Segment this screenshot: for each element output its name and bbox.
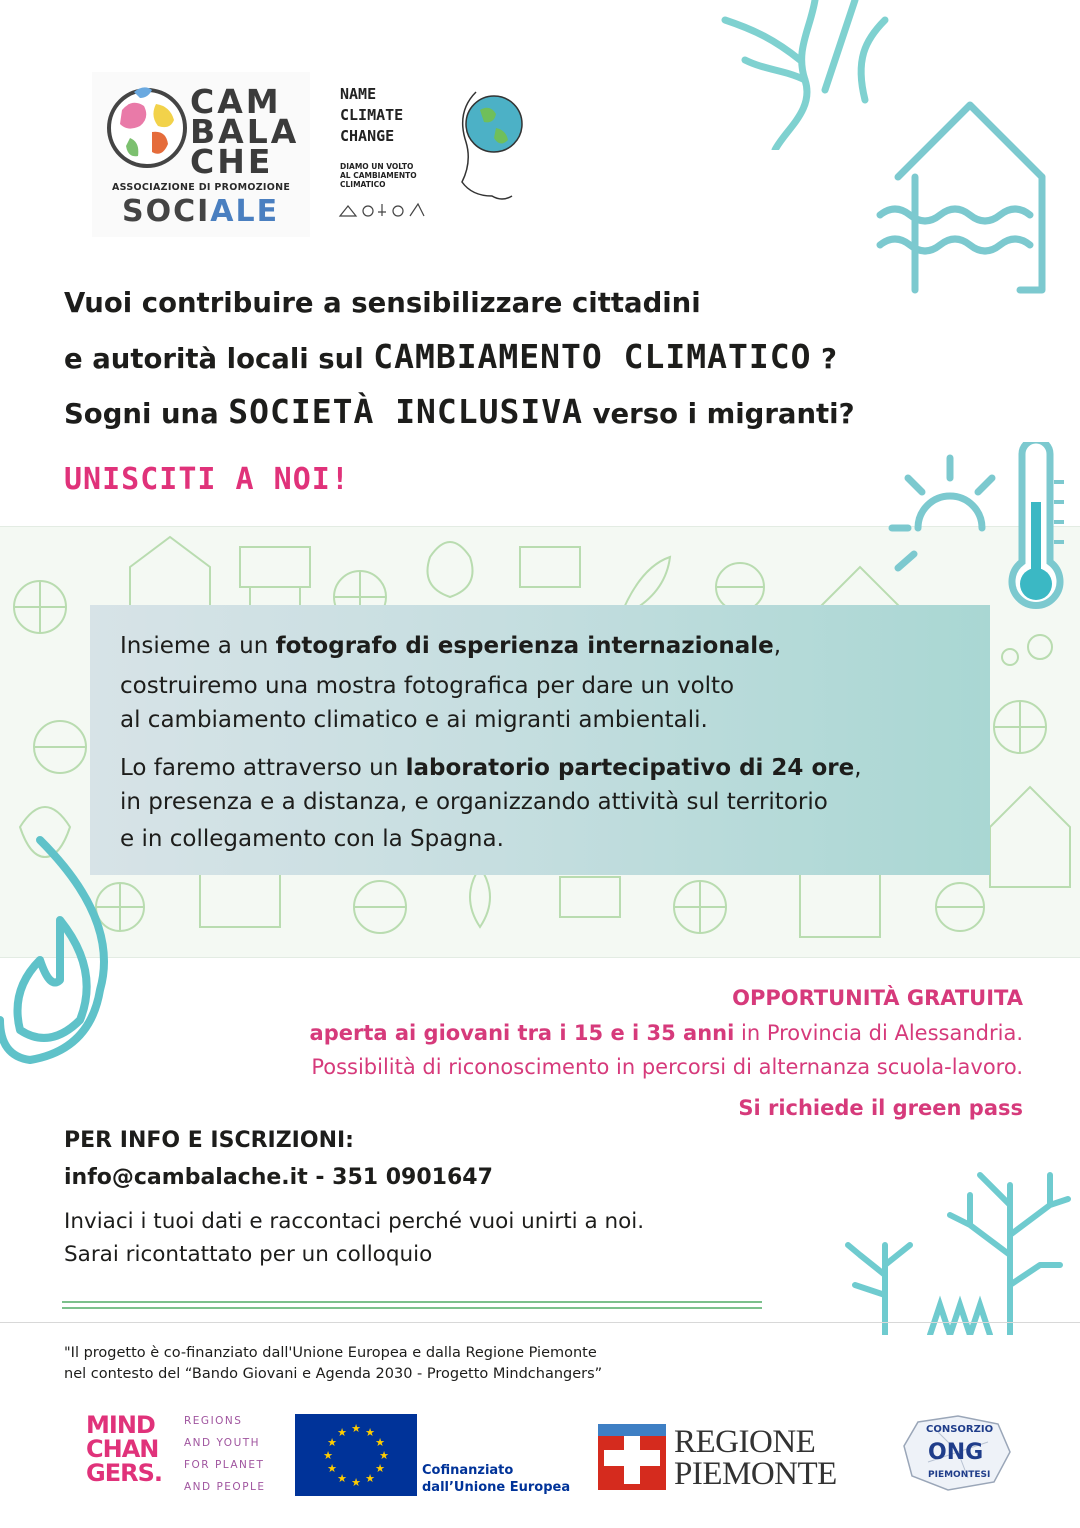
social-suffix: ALE <box>210 194 280 229</box>
svg-text:★: ★ <box>379 1449 389 1462</box>
name-climate-change-logo <box>336 80 526 230</box>
globe-icon <box>104 80 190 174</box>
ong-line-1: CONSORZIO <box>926 1424 994 1435</box>
earth-face-icon <box>436 82 528 222</box>
mindchangers-tagline-3: FOR PLANET <box>184 1459 265 1471</box>
svg-text:★: ★ <box>327 1462 337 1475</box>
info-p1-pre: Insieme a un <box>120 633 276 659</box>
cambalache-social <box>122 194 279 229</box>
eu-flag-icon <box>295 1414 417 1496</box>
mindchangers-tagline-1: REGIONS <box>184 1415 243 1427</box>
info-line-3: al cambiamento climatico e ai migranti ambientali. <box>120 707 708 733</box>
climate-icons-row <box>338 200 428 220</box>
svg-text:★: ★ <box>351 1476 361 1489</box>
eu-text-line-1: Cofinanziato <box>422 1463 514 1478</box>
tree-icon <box>840 1155 1075 1335</box>
headline-line-2-post: ? <box>811 343 837 375</box>
info-line-1 <box>120 631 980 662</box>
opportunity-age-line <box>310 1021 1023 1045</box>
svg-text:★: ★ <box>375 1462 385 1475</box>
ncc-subtitle-3: CLIMATICO <box>340 180 386 189</box>
ncc-title-3: CHANGE <box>340 127 395 145</box>
headline-line-2 <box>64 337 837 376</box>
opportunity-province: in Provincia di Alessandria. <box>734 1021 1023 1045</box>
cambalache-word-3: CHE <box>190 142 274 181</box>
contacts-text-1: Inviaci i tuoi dati e raccontaci perché vuoi unirti a noi. <box>64 1209 645 1234</box>
svg-text:★: ★ <box>351 1422 361 1435</box>
flame-icon <box>0 830 150 1070</box>
mindchangers-word-2: CHAN <box>86 1435 159 1463</box>
mindchangers-tagline-4: AND PEOPLE <box>184 1481 266 1493</box>
regione-piemonte-logo <box>598 1424 837 1492</box>
info-p2-pre: Lo faremo attraverso un <box>120 755 406 781</box>
headline-climate-change: CAMBIAMENTO CLIMATICO <box>373 337 812 376</box>
eu-cofunded-text <box>422 1462 570 1496</box>
svg-text:★: ★ <box>365 1426 375 1439</box>
headline-line-2-pre: e autorità locali sul <box>64 343 374 375</box>
contacts-text-2: Sarai ricontattato per un colloquio <box>64 1242 433 1267</box>
social-prefix: SOCI <box>122 194 211 229</box>
thermometer-icon <box>1002 442 1072 622</box>
piemonte-crest-icon <box>598 1424 666 1490</box>
svg-text:★: ★ <box>323 1449 333 1462</box>
footer-divider <box>0 1322 1080 1323</box>
info-p2-bold: laboratorio partecipativo di 24 ore <box>405 755 855 781</box>
flooded-house-icon <box>870 95 1065 295</box>
headline-inclusive-society: SOCIETÀ INCLUSIVA <box>228 392 584 431</box>
cambalache-word-1: CAM <box>190 82 282 121</box>
consorzio-ong-logo <box>898 1412 1018 1494</box>
info-p2-post: , <box>854 755 862 781</box>
svg-text:★: ★ <box>337 1426 347 1439</box>
info-line-4 <box>120 753 980 784</box>
eu-text-line-2: dall’Unione Europea <box>422 1480 571 1495</box>
contacts-email-phone[interactable]: info@cambalache.it - 351 0901647 <box>64 1165 493 1190</box>
info-p1-post: , <box>773 633 782 659</box>
cambalache-association: ASSOCIAZIONE DI PROMOZIONE <box>112 182 291 193</box>
green-rule-2 <box>62 1307 762 1309</box>
mindchangers-word-3: GERS. <box>86 1459 162 1487</box>
piemonte-line-2: PIEMONTE <box>674 1456 837 1492</box>
ncc-title-1: NAME <box>340 85 377 103</box>
funding-line-2: nel contesto del “Bando Giovani e Agenda 2030 - Progetto Mindchangers” <box>64 1366 603 1382</box>
opportunity-title: OPPORTUNITÀ GRATUITA <box>732 986 1023 1010</box>
info-line-2: costruiremo una mostra fotografica per dare un volto <box>120 673 735 699</box>
contacts-title: PER INFO E ISCRIZIONI: <box>64 1128 354 1153</box>
piemonte-line-1: REGIONE <box>674 1424 816 1460</box>
cambalache-logo <box>92 72 310 237</box>
opportunity-green-pass: Si richiede il green pass <box>738 1096 1023 1120</box>
headline-line-3-post: verso i migranti? <box>583 398 855 430</box>
mindchangers-tagline-2: AND YOUTH <box>184 1437 261 1449</box>
mindchangers-word-1: MIND <box>86 1411 155 1439</box>
ncc-title-2: CLIMATE <box>340 106 404 124</box>
green-rule-1 <box>62 1301 762 1303</box>
cambalache-word-2: BALA <box>190 112 300 151</box>
svg-text:★: ★ <box>337 1472 347 1485</box>
ong-line-3: PIEMONTESI <box>928 1470 991 1480</box>
svg-text:★: ★ <box>327 1436 337 1449</box>
funding-line-1: "Il progetto è co-finanziato dall'Unione Europea e dalla Regione Piemonte <box>64 1345 597 1361</box>
sun-icon <box>888 448 1008 588</box>
headline-line-3 <box>64 392 855 431</box>
opportunity-age: aperta ai giovani tra i 15 e i 35 anni <box>309 1021 735 1045</box>
opportunity-school-work: Possibilità di riconoscimento in percorsi di alternanza scuola-lavoro. <box>311 1055 1023 1079</box>
headline-line-3-pre: Sogni una <box>64 398 229 430</box>
info-line-5: in presenza e a distanza, e organizzando attività sul territorio <box>120 789 828 815</box>
ncc-subtitle-1: DIAMO UN VOLTO <box>340 162 414 171</box>
ncc-subtitle-2: AL CAMBIAMENTO <box>340 171 417 180</box>
info-line-6: e in collegamento con la Spagna. <box>120 826 504 852</box>
join-us-heading: UNISCITI A NOI! <box>64 462 350 497</box>
headline-line-1: Vuoi contribuire a sensibilizzare cittadini <box>64 287 701 319</box>
ong-line-2: ONG <box>928 1440 984 1465</box>
info-p1-bold: fotografo di esperienza internazionale <box>275 633 774 659</box>
svg-text:★: ★ <box>365 1472 375 1485</box>
svg-text:★: ★ <box>375 1436 385 1449</box>
mindchangers-logo <box>86 1411 286 1494</box>
